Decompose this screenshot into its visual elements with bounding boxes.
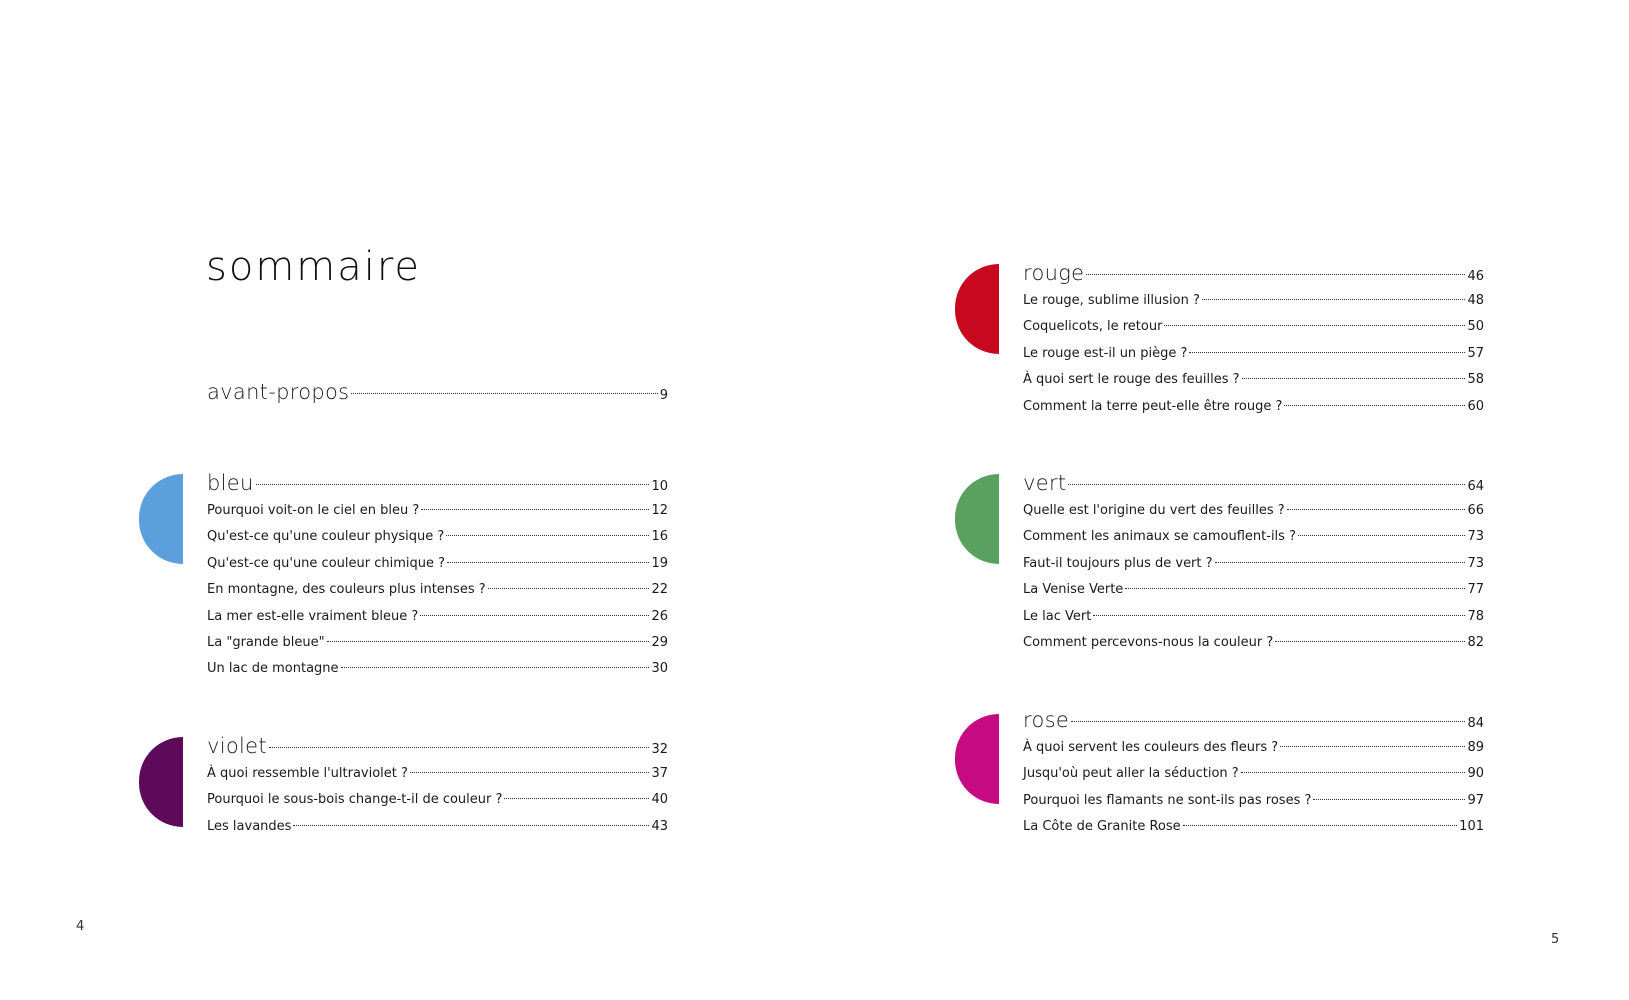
toc-item: Pourquoi voit-on le ciel en bleu ? 12: [207, 503, 668, 518]
page-number-left: 4: [76, 919, 85, 934]
section-heading: [207, 468, 668, 498]
toc-item: Le lac Vert 78: [1023, 608, 1484, 624]
section-vert: [1023, 468, 1484, 656]
toc-item: À quoi servent les couleurs des fleurs ? 89: [1023, 740, 1484, 755]
violet-semicircle-marker: [139, 737, 183, 827]
section-heading: [1023, 468, 1484, 498]
section-heading: [1023, 705, 1484, 735]
toc-item: Pourquoi les flamants ne sont-ils pas roses ? 97: [1023, 792, 1484, 808]
toc-item: La mer est-elle vraiment bleue ? 26: [207, 608, 668, 624]
rouge-semicircle-marker: [955, 264, 999, 354]
toc-item: La "grande bleue" 29: [207, 634, 668, 650]
toc-item: En montagne, des couleurs plus intenses ? 22: [207, 582, 668, 598]
dot-leader: [351, 393, 657, 394]
section-page: 84: [1467, 716, 1484, 731]
section-page: 10: [651, 479, 668, 494]
toc-item: Faut-il toujours plus de vert ? 73: [1023, 555, 1484, 571]
avant-propos-page: 9: [659, 388, 668, 403]
section-page: 32: [651, 742, 668, 757]
vert-semicircle-marker: [955, 474, 999, 564]
page-number-right: 5: [1551, 932, 1560, 947]
section-bleu: [207, 468, 668, 683]
dot-leader: [1071, 721, 1465, 722]
section-title: violet: [207, 734, 267, 758]
avant-propos-label: avant-propos: [207, 380, 350, 404]
toc-item: Qu'est-ce qu'une couleur physique ? 16: [207, 529, 668, 545]
toc-item: Qu'est-ce qu'une couleur chimique ? 19: [207, 555, 668, 571]
toc-item: Un lac de montagne 30: [207, 661, 668, 677]
toc-item: Comment la terre peut-elle être rouge ? 60: [1023, 398, 1484, 414]
section-title: rose: [1023, 708, 1070, 732]
section-title: vert: [1023, 471, 1067, 495]
toc-item: Les lavandes 43: [207, 818, 668, 834]
toc-item: Comment les animaux se camouflent-ils ? 73: [1023, 529, 1484, 545]
section-title: rouge: [1023, 261, 1085, 285]
dot-leader: [256, 484, 650, 485]
page-title: sommaire: [206, 244, 422, 290]
rose-semicircle-marker: [955, 714, 999, 804]
toc-item: À quoi ressemble l'ultraviolet ? 37: [207, 766, 668, 781]
section-rouge: [1023, 258, 1484, 420]
section-violet: [207, 731, 668, 840]
section-page: 64: [1467, 479, 1484, 494]
section-heading: [1023, 258, 1484, 288]
dot-leader: [1086, 274, 1465, 275]
section-rose: [1023, 705, 1484, 841]
toc-item: Quelle est l'origine du vert des feuilles ? 66: [1023, 503, 1484, 518]
toc-item: Comment percevons-nous la couleur ? 82: [1023, 634, 1484, 650]
toc-item: La Côte de Granite Rose 101: [1023, 819, 1484, 835]
section-page: 46: [1467, 269, 1484, 284]
toc-item: Le rouge, sublime illusion ? 48: [1023, 293, 1484, 308]
dot-leader: [269, 747, 650, 748]
toc-item: La Venise Verte 77: [1023, 582, 1484, 598]
toc-item: Pourquoi le sous-bois change-t-il de couleur ? 40: [207, 792, 668, 808]
dot-leader: [1068, 484, 1465, 485]
avant-propos-entry: [207, 377, 668, 407]
toc-item: Le rouge est-il un piège ? 57: [1023, 345, 1484, 361]
toc-item: Coquelicots, le retour 50: [1023, 319, 1484, 335]
section-title: bleu: [207, 471, 254, 495]
bleu-semicircle-marker: [139, 474, 183, 564]
toc-item: À quoi sert le rouge des feuilles ? 58: [1023, 372, 1484, 388]
section-heading: [207, 731, 668, 761]
toc-item: Jusqu'où peut aller la séduction ? 90: [1023, 766, 1484, 782]
